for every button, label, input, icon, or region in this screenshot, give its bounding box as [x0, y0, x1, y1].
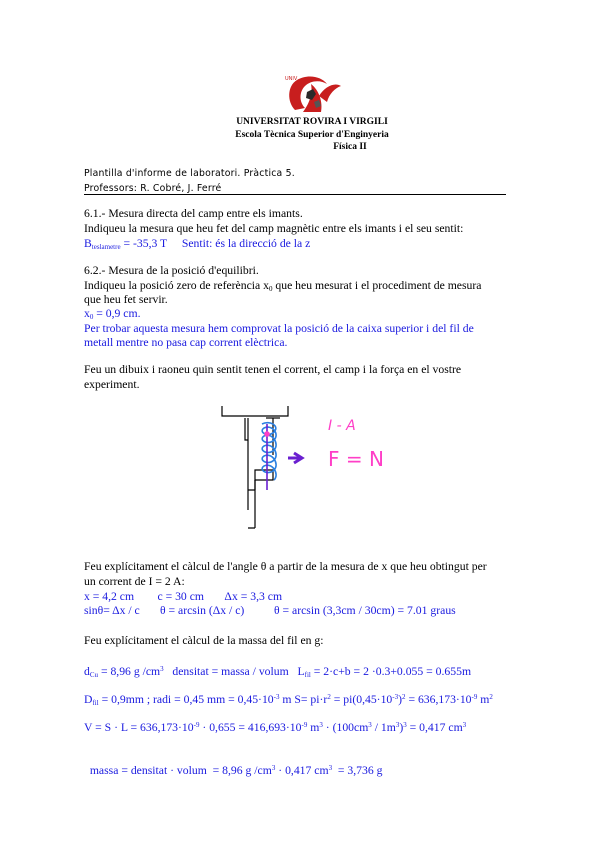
v-exp-2: -9	[301, 721, 308, 729]
v-exp-1: -9	[193, 721, 200, 729]
exp-2: 2	[327, 693, 331, 701]
b-value: = -35,3 T	[120, 237, 168, 250]
exp-6: 2	[489, 693, 493, 701]
section-6-2-prompt-line2: que heu fet servir.	[84, 293, 168, 306]
force-arrow	[288, 453, 302, 463]
x0-symbol: x	[84, 307, 90, 320]
mass-line-4	[84, 746, 382, 778]
drawing-prompt-line-1: Feu un dibuix i raoneu quin sentit tenen el corrent, el camp i la força en el vostre	[84, 363, 462, 376]
v-exp-7: 3	[462, 721, 467, 729]
exp-5: -9	[471, 693, 478, 701]
professors: Professors: R. Cobré, J. Ferré	[84, 183, 222, 194]
length-value: = 2·c+b = 2 ·0.3+0.055 = 0.655m	[310, 665, 472, 678]
density-exponent: 3	[160, 665, 164, 673]
school-name: Escola Tècnica Superior d'Enginyeria	[235, 130, 389, 140]
prompt-part-a: Indiqueu la posició zero de referència x	[84, 279, 269, 292]
university-logo	[281, 72, 343, 116]
length-subscript: fil	[304, 671, 311, 679]
mass-prompt: Feu explícitament el càlcul de la massa del fil en g:	[84, 634, 324, 647]
b-subscript: teslametre	[91, 243, 121, 251]
v-exp-3: 3	[319, 721, 323, 729]
conv-close: )	[399, 721, 404, 734]
volume-text: V = S · L = 636,173·10	[84, 721, 194, 734]
length-symbol: L	[297, 665, 305, 678]
university-name: UNIVERSITAT ROVIRA I VIRGILI	[236, 117, 388, 127]
current-note: I - A	[328, 418, 356, 434]
mass-line-2	[84, 690, 493, 711]
angle-formula-2: θ = arcsin (Δx / c)	[160, 604, 245, 617]
radius-text: = 0,9mm ; radi = 0,45 mm = 0,45·10	[98, 693, 274, 706]
diameter-subscript: fil	[92, 699, 99, 707]
prompt-subscript: 0	[268, 285, 273, 293]
v-exp-4: 3	[368, 721, 372, 729]
area-calc: = pi(0,45·10	[330, 693, 393, 706]
x0-subscript: 0	[89, 313, 94, 321]
subject-name: Física II	[333, 142, 367, 152]
volume-mult: · 0,655 = 416,693·10	[199, 721, 302, 734]
prompt-part-b: que heu mesurat i el procediment de mesura	[272, 279, 482, 292]
angle-prompt-line-2: un corrent de I = 2 A:	[84, 575, 185, 588]
volume-unit: m	[307, 721, 320, 734]
conv-open: · (100cm	[322, 721, 369, 734]
section-6-2-heading: 6.2.- Mesura de la posició d'equilibri.	[84, 264, 259, 277]
density-symbol: d	[84, 665, 90, 678]
exp-3: -3	[392, 693, 399, 701]
area-text: m S= pi·r	[279, 693, 328, 706]
header-rule	[84, 194, 506, 195]
exp-1: -3	[273, 693, 280, 701]
template-title: Plantilla d'informe de laboratori. Pràctica 5.	[84, 168, 295, 179]
mass-volume: · 0,417 cm	[275, 764, 329, 777]
svg-text:UNIV: UNIV	[285, 76, 298, 82]
current-mark	[265, 432, 269, 436]
density-value: = 8,96 g /cm	[98, 665, 161, 678]
apparatus-outline	[222, 406, 288, 528]
mass-result: = 3,736 g	[332, 764, 383, 777]
v-exp-5: 3	[395, 721, 400, 729]
section-6-1-heading: 6.1.- Mesura directa del camp entre els imants.	[84, 207, 303, 220]
b-field-answer	[84, 236, 310, 255]
volume-result: = 0,417 cm	[406, 721, 463, 734]
mass-formula: massa = densitat · volum = 8,96 g /cm	[89, 764, 272, 777]
drawing-prompt-line-2: experiment.	[84, 378, 140, 391]
experiment-sketch	[210, 400, 390, 535]
m-exp-2: 3	[328, 764, 333, 772]
paren-close: )	[398, 693, 403, 706]
section-6-1-prompt: Indiqueu la mesura que heu fet del camp magnètic entre els imants i el seu sentit:	[84, 222, 464, 235]
angle-values: x = 4,2 cm c = 30 cm Δx = 3,3 cm	[84, 590, 283, 603]
b-direction: Sentit: és la direcció de la z	[181, 237, 311, 250]
exp-4: 2	[402, 693, 406, 701]
mass-line-3	[84, 718, 466, 735]
density-subscript: Cu	[89, 671, 99, 679]
b-symbol: B	[84, 237, 92, 250]
m-exp-1: 3	[271, 764, 276, 772]
method-line-2: metall mentre no pasa cap corrent elèctrica.	[84, 336, 288, 349]
area-unit: m	[477, 693, 490, 706]
angle-prompt-line-1: Feu explícitament el càlcul de l'angle θ a partir de la mesura de x que heu obtingut per	[84, 560, 487, 573]
v-exp-6: 3	[403, 721, 407, 729]
area-result: = 636,173·10	[405, 693, 472, 706]
x0-value: = 0,9 cm.	[93, 307, 141, 320]
conv-div: / 1m	[371, 721, 396, 734]
density-definition: densitat = massa / volum	[172, 665, 289, 678]
diameter-symbol: D	[84, 693, 93, 706]
mass-line-1	[84, 662, 471, 683]
field-coil	[262, 423, 276, 480]
angle-formula-3: θ = arcsin (3,3cm / 30cm) = 7.01 graus	[274, 604, 456, 617]
method-line-1: Per trobar aquesta mesura hem comprovat la posició de la caixa superior i del fil de	[84, 322, 474, 335]
force-note: F = N	[328, 447, 384, 471]
angle-formula-1: sinθ= Δx / c	[84, 604, 140, 617]
